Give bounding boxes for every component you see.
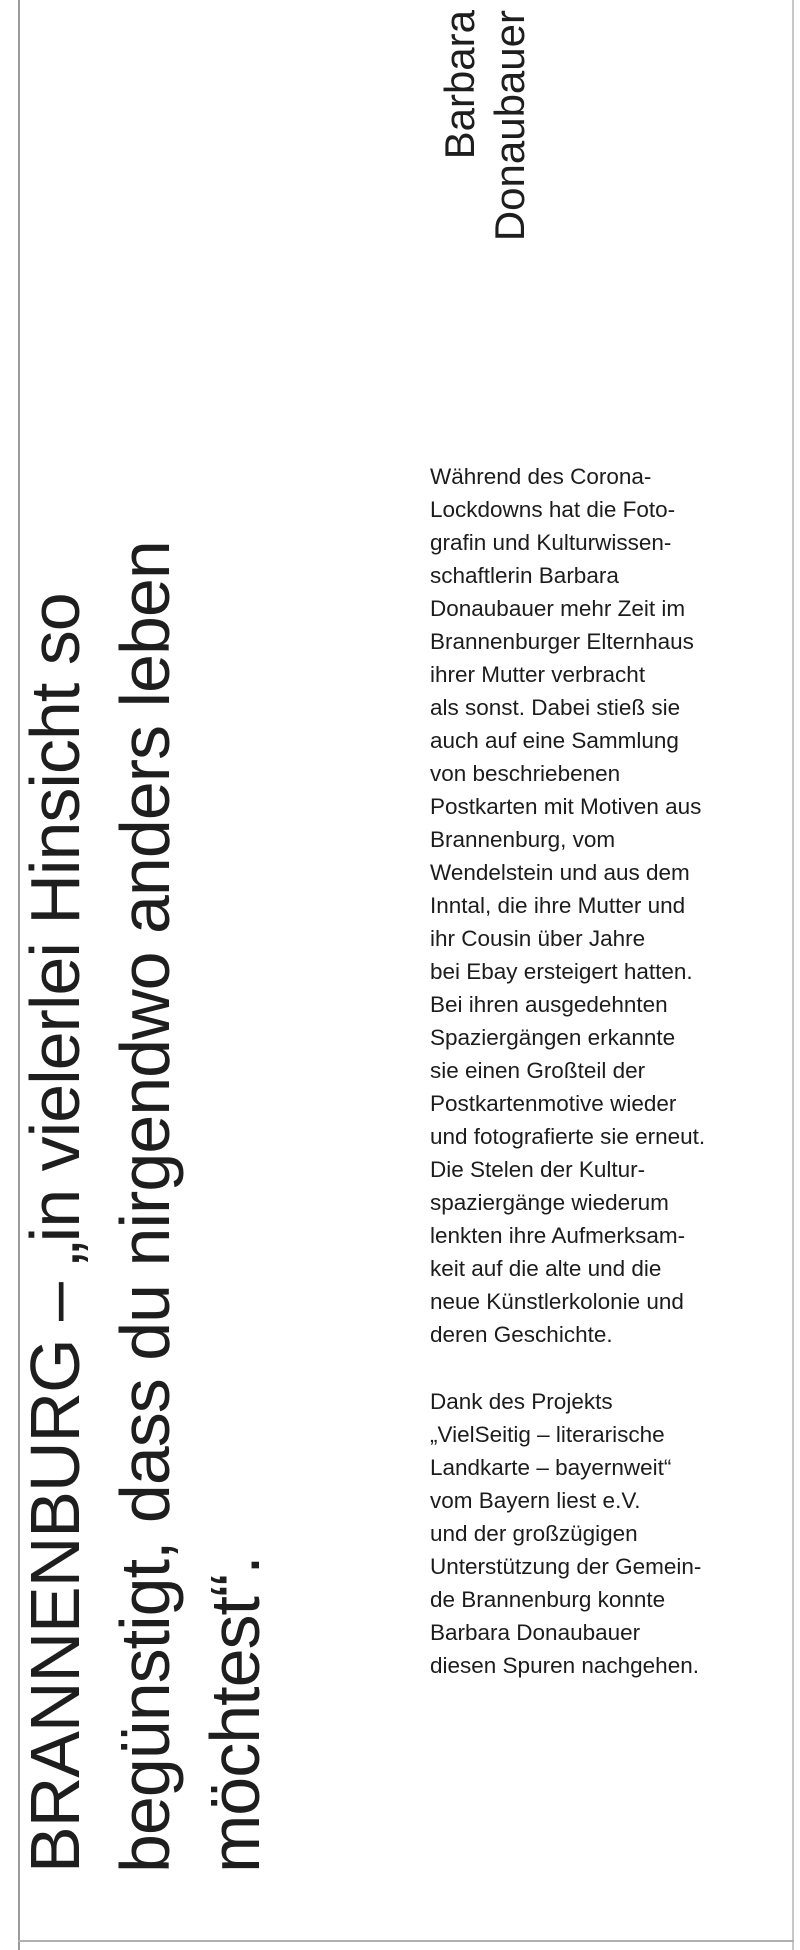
page-edge-bottom: [18, 1940, 794, 1942]
body-text-line: spaziergänge wiederum: [430, 1190, 669, 1215]
body-text-line: grafin und Kulturwissen-: [430, 530, 672, 555]
body-text-line: als sonst. Dabei stieß sie: [430, 695, 681, 720]
body-text-line: bei Ebay ersteigert hatten.: [430, 959, 693, 984]
body-text-line: Während des Corona-: [430, 464, 652, 489]
body-paragraph-2: [430, 1385, 775, 1682]
body-text-line: Postkarten mit Motiven aus: [430, 794, 702, 819]
headline-line-2: begünstigt, dass du nirgendwo anders leben: [106, 541, 184, 1873]
author-first-name: Barbara: [436, 10, 483, 160]
body-text-line: ihr Cousin über Jahre: [430, 926, 646, 951]
body-text-line: Dank des Projekts: [430, 1389, 613, 1414]
body-text: [430, 460, 775, 1716]
body-text-line: Die Stelen der Kultur-: [430, 1157, 646, 1182]
body-text-line: vom Bayern liest e.V.: [430, 1488, 641, 1513]
body-text-line: schaftlerin Barbara: [430, 563, 619, 588]
body-text-line: Spaziergängen erkannte: [430, 1025, 676, 1050]
body-text-line: keit auf die alte und die: [430, 1256, 662, 1281]
body-text-line: „VielSeitig – literarische: [430, 1422, 665, 1447]
body-text-line: und der großzügigen: [430, 1521, 638, 1546]
body-text-line: Donaubauer mehr Zeit im: [430, 596, 686, 621]
author-last-name: Donaubauer: [486, 10, 533, 242]
body-text-line: Inntal, die ihre Mutter und: [430, 893, 686, 918]
body-text-line: Brannenburg, vom: [430, 827, 616, 852]
body-text-line: diesen Spuren nachgehen.: [430, 1653, 699, 1678]
body-text-line: Landkarte – bayernweit“: [430, 1455, 672, 1480]
vertical-headline: [10, 5, 320, 1885]
body-text-line: Barbara Donaubauer: [430, 1620, 641, 1645]
body-paragraph-1: [430, 460, 775, 1351]
body-text-line: Brannenburger Elternhaus: [430, 629, 694, 654]
body-text-line: Unterstützung der Gemein-: [430, 1554, 702, 1579]
body-text-line: und fotografierte sie erneut.: [430, 1124, 706, 1149]
page-edge-right: [792, 0, 794, 1950]
body-text-line: Postkartenmotive wieder: [430, 1091, 677, 1116]
body-text-line: neue Künstlerkolonie und: [430, 1289, 684, 1314]
headline-line-3: möchtest“.: [196, 1556, 274, 1873]
body-text-line: von beschriebenen: [430, 761, 621, 786]
author-name: [435, 10, 545, 350]
body-text-line: deren Geschichte.: [430, 1322, 613, 1347]
body-text-line: de Brannenburg konnte: [430, 1587, 666, 1612]
body-text-line: Bei ihren ausgedehnten: [430, 992, 668, 1017]
body-text-line: Wendelstein und aus dem: [430, 860, 690, 885]
body-text-line: ihrer Mutter verbracht: [430, 662, 646, 687]
body-text-line: lenkten ihre Aufmerksam-: [430, 1223, 686, 1248]
body-text-line: sie einen Großteil der: [430, 1058, 646, 1083]
headline-line-1: BRANNENBURG – „in vielerlei Hinsicht so: [16, 593, 94, 1873]
body-text-line: auch auf eine Sammlung: [430, 728, 679, 753]
body-text-line: Lockdowns hat die Foto-: [430, 497, 676, 522]
